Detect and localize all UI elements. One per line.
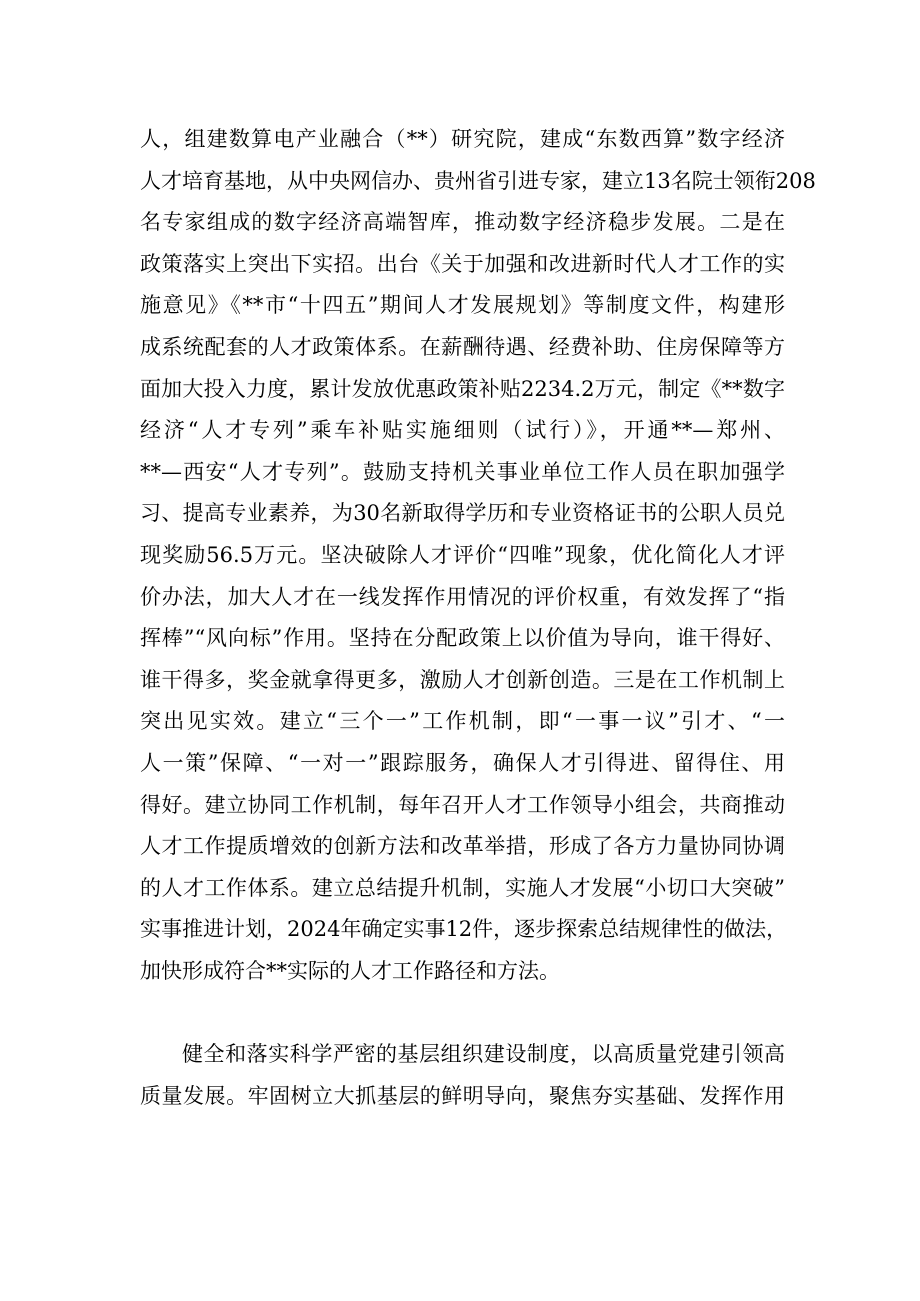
text-line: 得好。建立协同工作机制，每年召开人才工作领导小组会，共商推动 (140, 792, 785, 817)
text-line: 施意见》《**市“十四五”期间人才发展规划》等制度文件，构建形 (140, 293, 785, 318)
text-line: **—西安“人才专列”。鼓励支持机关事业单位工作人员在职加强学 (140, 459, 785, 484)
text-line: 面加大投入力度，累计发放优惠政策补贴2234.2万元，制定《**数字 (140, 376, 785, 401)
text-line: 谁干得多，奖金就拿得更多，激励人才创新创造。三是在工作机制上 (140, 667, 785, 692)
text-line: 人才工作提质增效的创新方法和改革举措，形成了各方力量协同协调 (140, 834, 785, 859)
text-line: 突出见实效。建立“三个一”工作机制，即“一事一议”引才、“一 (140, 709, 785, 734)
body-paragraph-talent-policy (140, 119, 816, 992)
text-line: 名专家组成的数字经济高端智库，推动数字经济稳步发展。二是在 (140, 210, 785, 235)
text-line: 质量发展。牢固树立大抓基层的鲜明导向，聚焦夯实基础、发挥作用 (140, 1083, 785, 1108)
text-line: 价办法，加大人才在一线发挥作用情况的评价权重，有效发挥了“指 (140, 584, 785, 609)
text-line: 健全和落实科学严密的基层组织建设制度，以高质量党建引领高 (182, 1042, 785, 1066)
text-line: 人，组建数算电产业融合（**）研究院，建成“东数西算”数字经济 (140, 127, 785, 151)
text-line: 实事推进计划，2024年确定实事12件，逐步探索总结规律性的做法， (140, 917, 788, 942)
body-paragraph-grassroots (140, 1034, 785, 1117)
text-line: 加快形成符合**实际的人才工作路径和方法。 (140, 958, 560, 983)
text-line: 经济“人才专列”乘车补贴实施细则（试行）》，开通**—郑州、 (140, 418, 785, 443)
text-line: 习、提高专业素养，为30名新取得学历和专业资格证书的公职人员兑 (140, 501, 785, 526)
text-line: 人才培育基地，从中央网信办、贵州省引进专家，建立13名院士领衔208 (140, 168, 816, 193)
text-line: 的人才工作体系。建立总结提升机制，实施人才发展“小切口大突破” (140, 875, 785, 900)
text-line: 人一策”保障、“一对一”跟踪服务，确保人才引得进、留得住、用 (140, 750, 785, 775)
text-line: 挥棒”“风向标”作用。坚持在分配政策上以价值为导向，谁干得好、 (140, 626, 785, 651)
text-line: 政策落实上突出下实招。出台《关于加强和改进新时代人才工作的实 (140, 251, 785, 276)
text-line: 现奖励56.5万元。坚决破除人才评价“四唯”现象，优化简化人才评 (140, 542, 785, 567)
text-line: 成系统配套的人才政策体系。在薪酬待遇、经费补助、住房保障等方 (140, 334, 785, 359)
